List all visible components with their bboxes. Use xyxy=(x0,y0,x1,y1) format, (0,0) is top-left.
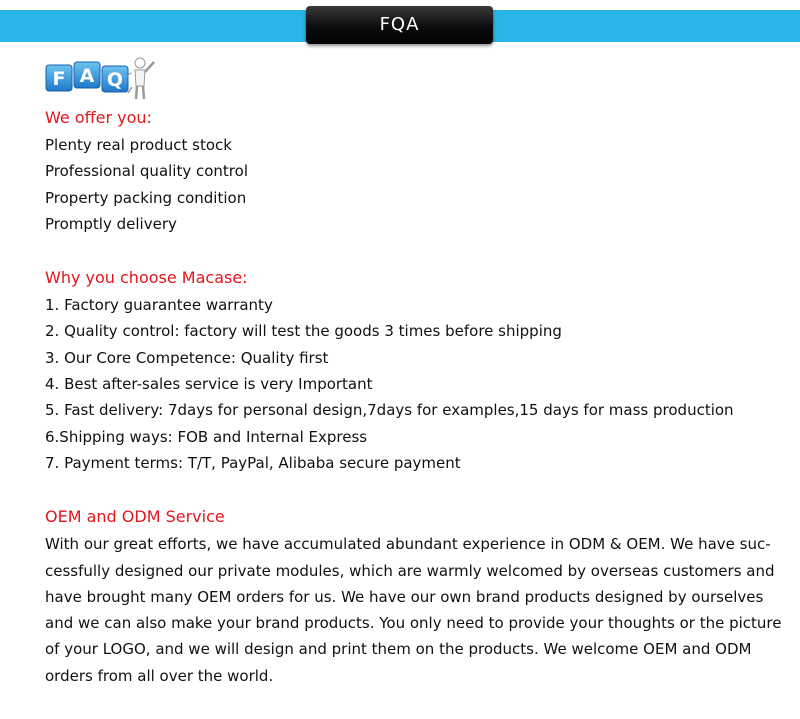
offer-item: Professional quality control xyxy=(45,162,248,181)
faq-logo xyxy=(44,53,164,101)
service-heading: OEM and ODM Service xyxy=(45,507,225,527)
service-line: cessfully designed our private modules, which are warmly welcomed by overseas customers and xyxy=(45,561,775,580)
why-item: 7. Payment terms: T/T, PayPal, Alibaba secure payment xyxy=(45,453,461,472)
why-heading: Why you choose Macase: xyxy=(45,268,248,288)
faq-cube-a xyxy=(74,62,100,88)
why-item: 1. Factory guarantee warranty xyxy=(45,296,273,315)
header-tab xyxy=(306,6,493,44)
why-item: 3. Our Core Competence: Quality first xyxy=(45,348,329,367)
offer-item: Promptly delivery xyxy=(45,214,177,233)
why-item: 5. Fast delivery: 7days for personal design,7days for examples,15 days for mass production xyxy=(45,401,734,420)
spacer xyxy=(45,237,765,265)
service-line: and we can also make your brand products. You only need to provide your thoughts or the picture xyxy=(45,614,782,633)
offer-item: Plenty real product stock xyxy=(45,136,232,154)
faq-cube-q xyxy=(102,66,128,92)
service-line: With our great efforts, we have accumulated abundant experience in ODM & OEM. We have suc- xyxy=(45,535,771,554)
why-item: 6.Shipping ways: FOB and Internal Express xyxy=(45,427,368,446)
service-line: of your LOGO, and we will design and print them on the products. We welcome OEM and ODM xyxy=(45,640,752,659)
header-tab-label: FQA xyxy=(379,14,420,35)
faq-question-figure-icon xyxy=(128,58,154,99)
why-item: 2. Quality control: factory will test the goods 3 times before shipping xyxy=(45,322,562,341)
offer-item: Property packing condition xyxy=(45,188,247,207)
spacer xyxy=(45,476,765,504)
why-item: 4. Best after-sales service is very Important xyxy=(45,375,373,394)
service-line: orders from all over the world. xyxy=(45,666,274,685)
faq-letter-a: A xyxy=(79,65,95,87)
service-paragraph xyxy=(45,531,782,689)
service-line: have brought many OEM orders for us. We have our own brand products designed by ourselves xyxy=(45,587,764,606)
faq-cube-f xyxy=(46,65,72,91)
offer-heading: We offer you: xyxy=(45,108,152,127)
main-content xyxy=(45,105,782,689)
faq-letter-q: Q xyxy=(106,69,124,91)
faq-letter-f: F xyxy=(52,68,66,90)
